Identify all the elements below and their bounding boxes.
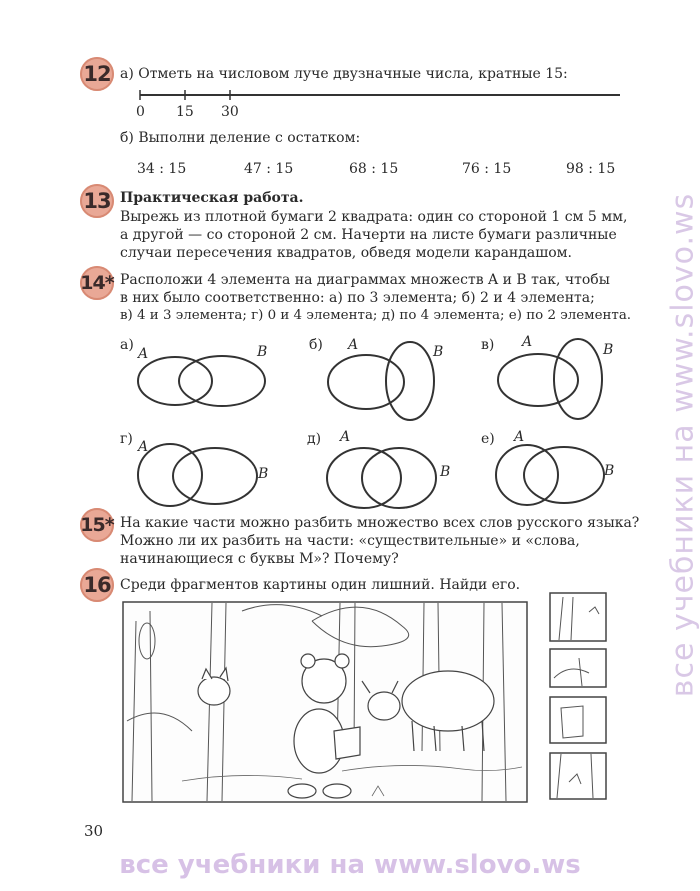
task-13-badge [80, 184, 114, 218]
diagram-f-set-a: A [514, 429, 525, 445]
task-13-line-1: Вырежь из плотной бумаги 2 квадрата: один со стороной 1 см 5 мм, [120, 209, 628, 225]
task-12-part-a: а) Отметь на числовом луче двузначные числа, кратные 15: [120, 66, 568, 82]
task-12-part-b: б) Выполни деление с остатком: [120, 130, 361, 146]
task-14-line-2: в них было соответственно: а) по 3 элемента; б) 2 и 4 элемента; [120, 290, 595, 306]
task-15-line-3: начинающиеся с буквы М»? Почему? [120, 551, 399, 567]
forest-picture [122, 601, 528, 803]
diagram-a-set-a: A [138, 346, 149, 362]
task-14-line-1: Расположи 4 элемента на диаграммах множеств A и B так, чтобы [120, 272, 610, 288]
diagram-c-label: в) [481, 337, 495, 353]
task-13-line-2: а другой — со стороной 2 см. Начерти на листе бумаги различные [120, 227, 617, 243]
diagram-d [135, 440, 260, 515]
task-15-line-2: Можно ли их разбить на части: «существительные» и «слова, [120, 533, 580, 549]
diagram-a-set-b: B [257, 344, 268, 360]
diagram-d-label: г) [120, 431, 133, 447]
task-14-line-3: в) 4 и 3 элемента; г) 0 и 4 элемента; д) по 4 элемента; е) по 2 элемента. [120, 308, 632, 323]
diagram-c [493, 335, 613, 425]
division-1: 34 : 15 [137, 161, 187, 177]
task-16-number: 16 [83, 573, 111, 597]
diagram-e [322, 440, 442, 515]
bottom-watermark: все учебники на www.slovo.ws [119, 850, 581, 880]
task-13-title: Практическая работа. [120, 190, 304, 206]
fragment-3 [549, 696, 607, 744]
diagram-a-label: а) [120, 337, 134, 353]
diagram-f [490, 440, 610, 515]
page-number: 30 [84, 822, 104, 840]
diagram-f-set-b: B [604, 463, 615, 479]
diagram-e-set-a: A [340, 429, 351, 445]
fragment-4 [549, 752, 607, 800]
task-16-text: Среди фрагментов картины один лишний. Найди его. [120, 577, 521, 593]
division-3: 68 : 15 [349, 161, 399, 177]
division-5: 98 : 15 [566, 161, 616, 177]
task-13-line-3: случаи пересечения квадратов, обведя модели карандашом. [120, 245, 573, 261]
task-14-number: 14* [80, 272, 114, 294]
task-14-badge [80, 266, 114, 300]
division-2: 47 : 15 [244, 161, 294, 177]
diagram-d-set-a: A [138, 439, 149, 455]
diagram-b-label: б) [309, 337, 323, 353]
ray-tick-30: 30 [221, 104, 239, 120]
diagram-b-set-b: B [433, 344, 444, 360]
task-13-number: 13 [83, 189, 111, 213]
diagram-a [130, 350, 275, 410]
diagram-c-set-a: A [522, 334, 533, 350]
side-watermark: все учебники на www.slovo.ws [665, 192, 700, 698]
fragment-1 [549, 592, 607, 642]
task-12-number: 12 [83, 62, 111, 86]
task-15-number: 15* [80, 514, 114, 536]
fragment-2 [549, 648, 607, 688]
task-15-badge [80, 508, 114, 542]
number-ray [130, 88, 625, 102]
task-15-line-1: На какие части можно разбить множество всех слов русского языка? [120, 515, 640, 531]
diagram-f-label: е) [481, 431, 495, 447]
division-4: 76 : 15 [462, 161, 512, 177]
diagram-b [320, 335, 445, 425]
diagram-e-set-b: B [440, 464, 451, 480]
task-16-badge [80, 568, 114, 602]
diagram-c-set-b: B [603, 342, 614, 358]
diagram-d-set-b: B [258, 466, 269, 482]
diagram-b-set-a: A [348, 337, 359, 353]
task-12-badge [80, 57, 114, 91]
ray-tick-0: 0 [136, 104, 145, 120]
ray-tick-15: 15 [176, 104, 194, 120]
diagram-e-label: д) [307, 431, 322, 447]
